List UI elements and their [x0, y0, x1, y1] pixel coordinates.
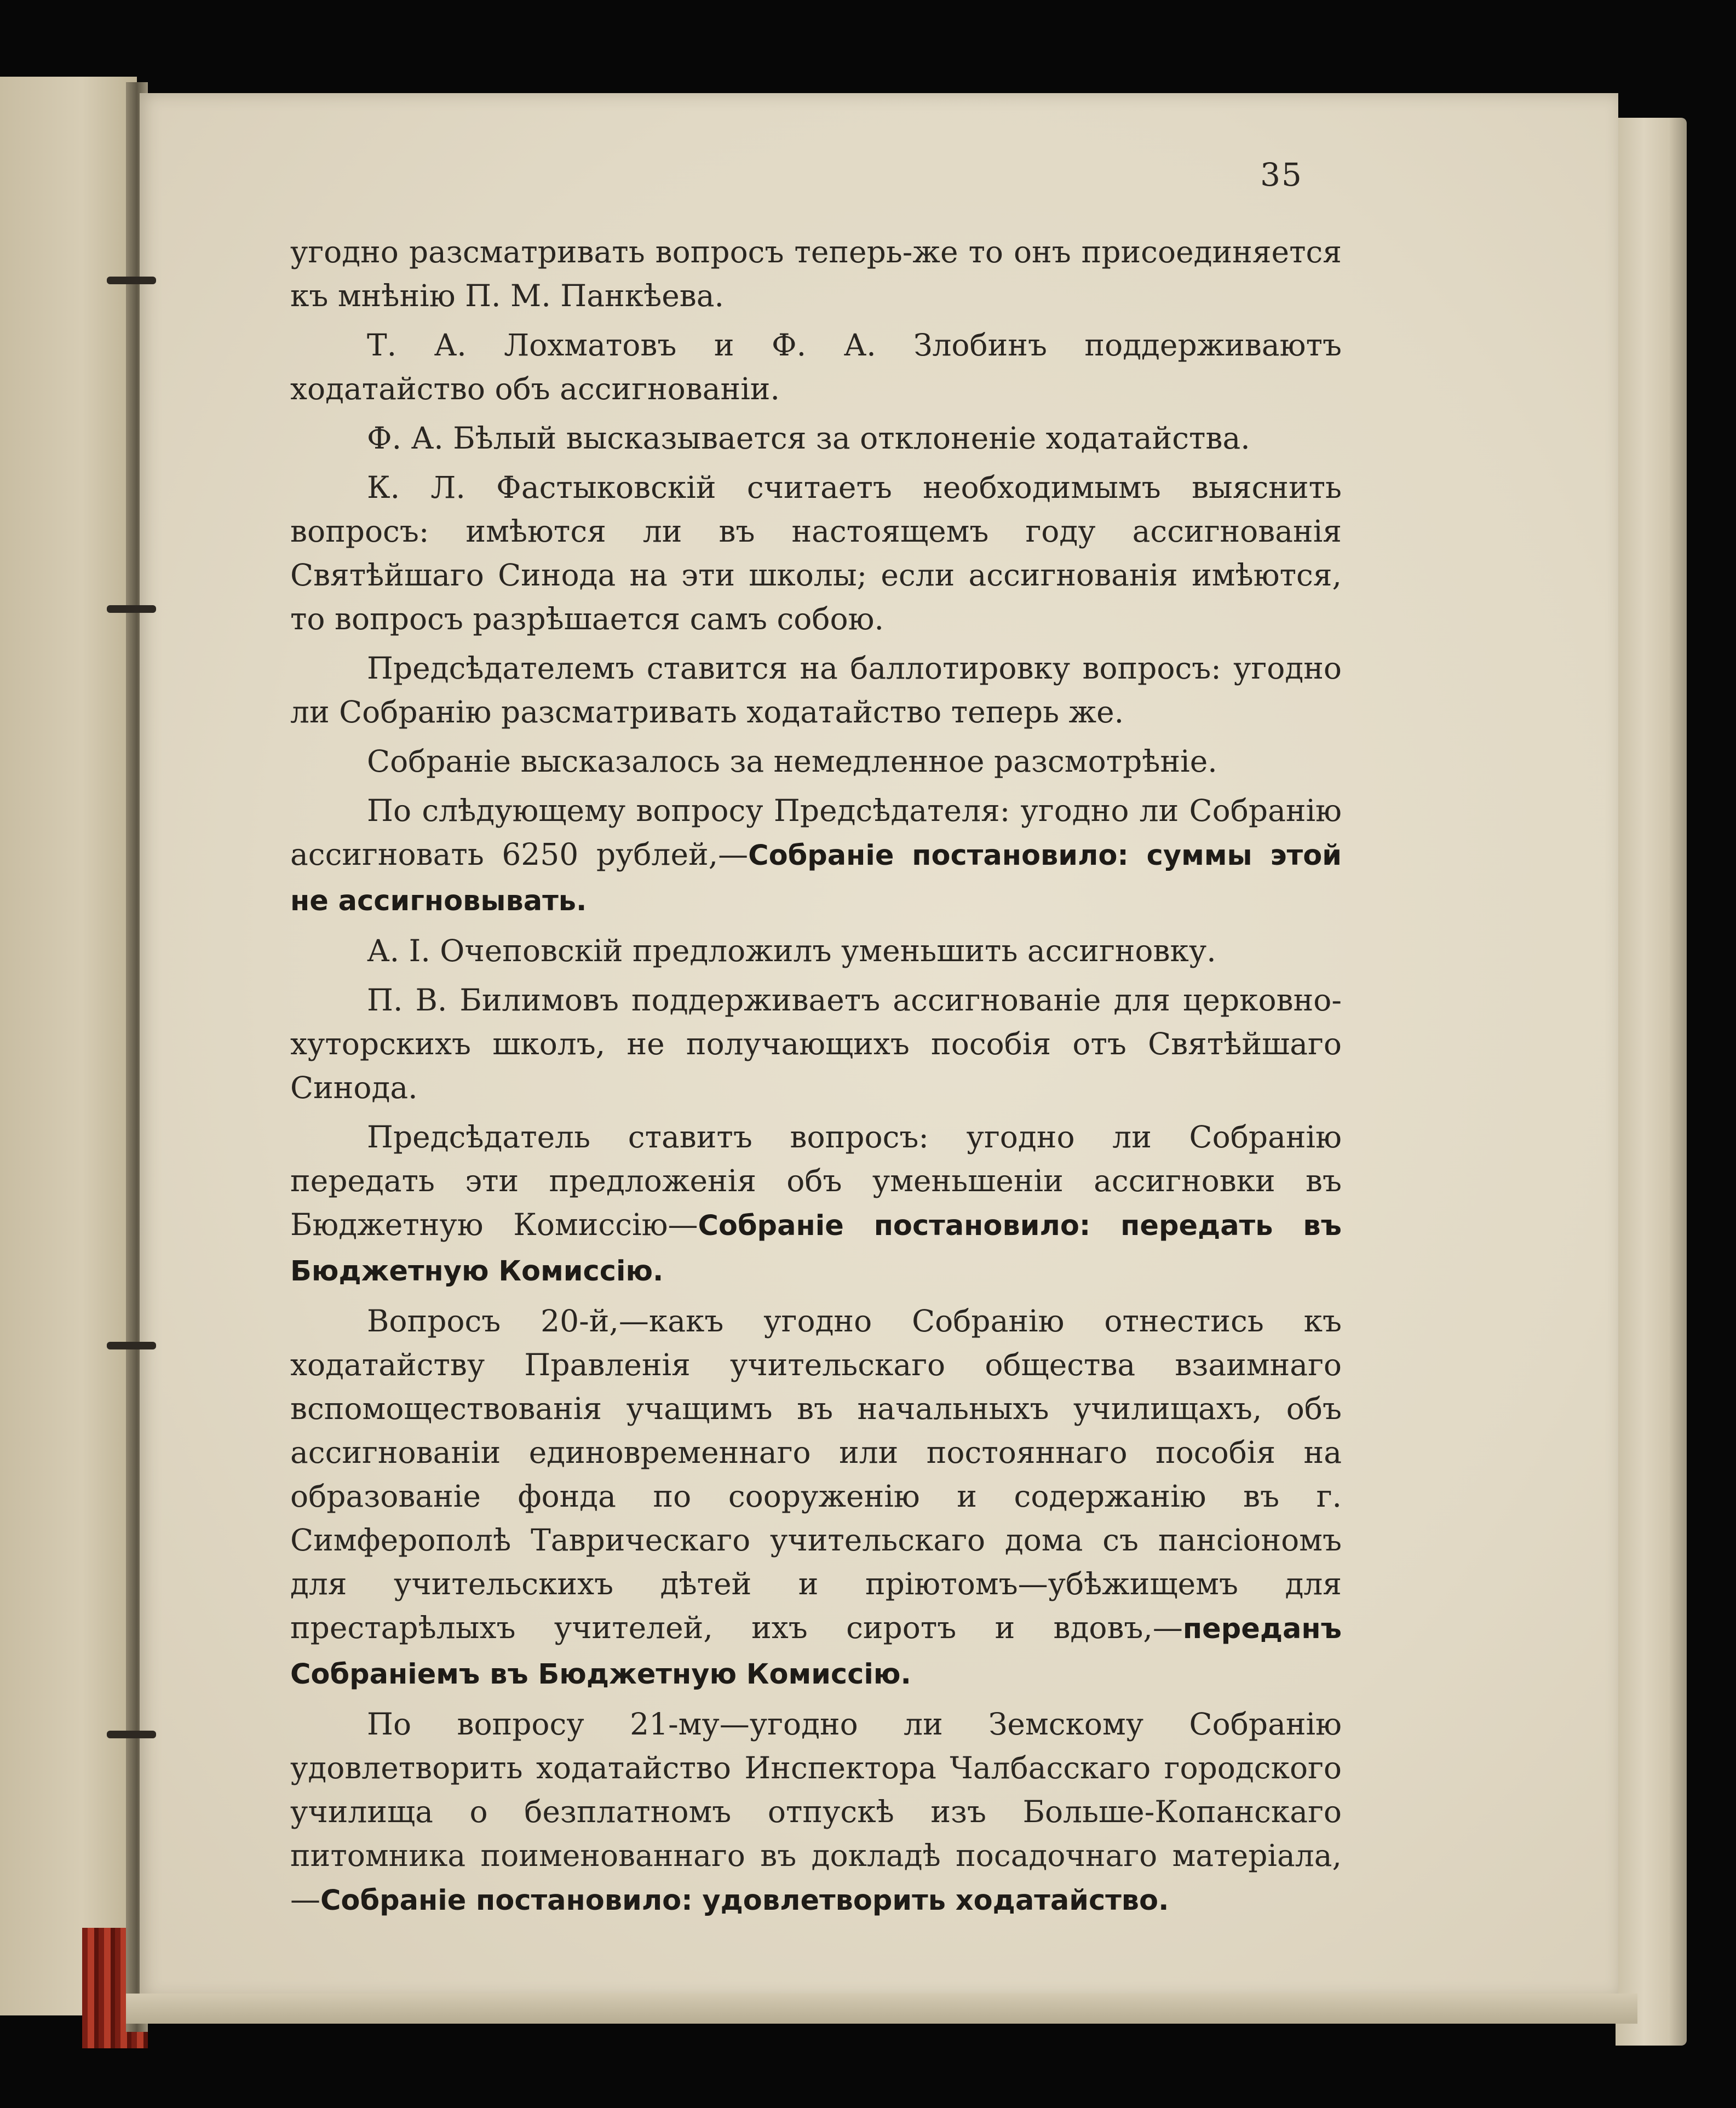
paragraph-text: Т. А. Лохматовъ и Ф. А. Злобинъ поддерживаютъ ходатайство объ ассигнованіи. — [290, 328, 1342, 406]
paragraph — [290, 416, 1342, 460]
paragraph — [290, 1702, 1342, 1923]
stitch-mark — [107, 277, 156, 284]
paragraph-text: По вопросу 21-му—угодно ли Земскому Собранію удовлетворить ходатайство Инспектора Чалбасскаго городского училища о безплатномъ отпускѣ изъ Больше-Копанскаго питомника поименованнаго въ докладѣ посадочнаго матеріала,— — [290, 1707, 1342, 1917]
paragraph-text: Предсѣдателемъ ставится на баллотировку вопросъ: угодно ли Собранію разсматривать ходатайство теперь же. — [290, 651, 1342, 730]
paragraph — [290, 1115, 1342, 1294]
resolution-text: Собраніе постановило: удовлетворить ходатайство. — [320, 1885, 1169, 1917]
book-cover-edge — [1616, 118, 1687, 2046]
paragraph — [290, 929, 1342, 973]
paragraph-text: Предсѣдатель ставитъ вопросъ: угодно ли Собранію передать эти предложенія объ уменьшеніи ассигновки въ Бюджетную Комиссію— — [290, 1119, 1342, 1242]
paragraph — [290, 789, 1342, 923]
paragraph — [290, 323, 1342, 411]
stitch-mark — [107, 605, 156, 613]
previous-page-edge — [0, 77, 137, 2015]
page-bottom-edge — [126, 1994, 1637, 2024]
paragraph-text: По слѣдующему вопросу Предсѣдателя: угодно ли Собранію ассигновать 6250 рублей,— — [290, 793, 1342, 872]
paragraph-text: П. В. Билимовъ поддерживаетъ ассигнованіе для церковно-хуторскихъ школъ, не получающихъ пособія отъ Святѣйшаго Синода. — [290, 983, 1342, 1105]
resolution-text: переданъ Собраніемъ въ Бюджетную Комиссію. — [290, 1613, 1342, 1691]
paragraph-text: Вопросъ 20-й,—какъ угодно Собранію отнестись къ ходатайству Правленія учительскаго общества взаимнаго вспомоществованія учащимъ въ начальныхъ училищахъ, объ ассигнованіи единовременнаго или постояннаго пособія на образованіе фонда по сооруженію и содержанію въ г. Симферополѣ Таврическаго учительскаго дома съ пансіономъ для учительскихъ дѣтей и пріютомъ—убѣжищемъ для престарѣлыхъ учителей, ихъ сиротъ и вдовъ,— — [290, 1303, 1342, 1645]
paragraph-text: А. І. Очеповскій предложилъ уменьшить ассигновку. — [367, 933, 1216, 968]
paragraph-text: Собраніе высказалось за немедленное разсмотрѣніе. — [367, 744, 1217, 779]
paragraph — [290, 1299, 1342, 1697]
stitch-mark — [107, 1731, 156, 1738]
stitch-mark — [107, 1342, 156, 1349]
page-number: 35 — [1260, 156, 1303, 193]
paragraph — [290, 739, 1342, 783]
page-body — [290, 230, 1342, 1928]
paragraph — [290, 978, 1342, 1110]
paragraph-text: угодно разсматривать вопросъ теперь-же то онъ присоединяется къ мнѣнію П. М. Панкѣева. — [290, 234, 1342, 313]
paragraph — [290, 230, 1342, 318]
paragraph-text: К. Л. Фастыковскій считаетъ необходимымъ выяснить вопросъ: имѣются ли въ настоящемъ году ассигнованія Святѣйшаго Синода на эти школы; если ассигнованія имѣются, то вопросъ разрѣшается самъ собою. — [290, 470, 1342, 636]
paragraph — [290, 646, 1342, 734]
paragraph — [290, 466, 1342, 641]
paragraph-text: Ф. А. Бѣлый высказывается за отклоненіе ходатайства. — [367, 421, 1250, 456]
resolution-text: Собраніе постановило: передать въ Бюджетную Комиссію. — [290, 1210, 1342, 1288]
resolution-text: Собраніе постановило: суммы этой не ассигновывать. — [290, 840, 1342, 917]
